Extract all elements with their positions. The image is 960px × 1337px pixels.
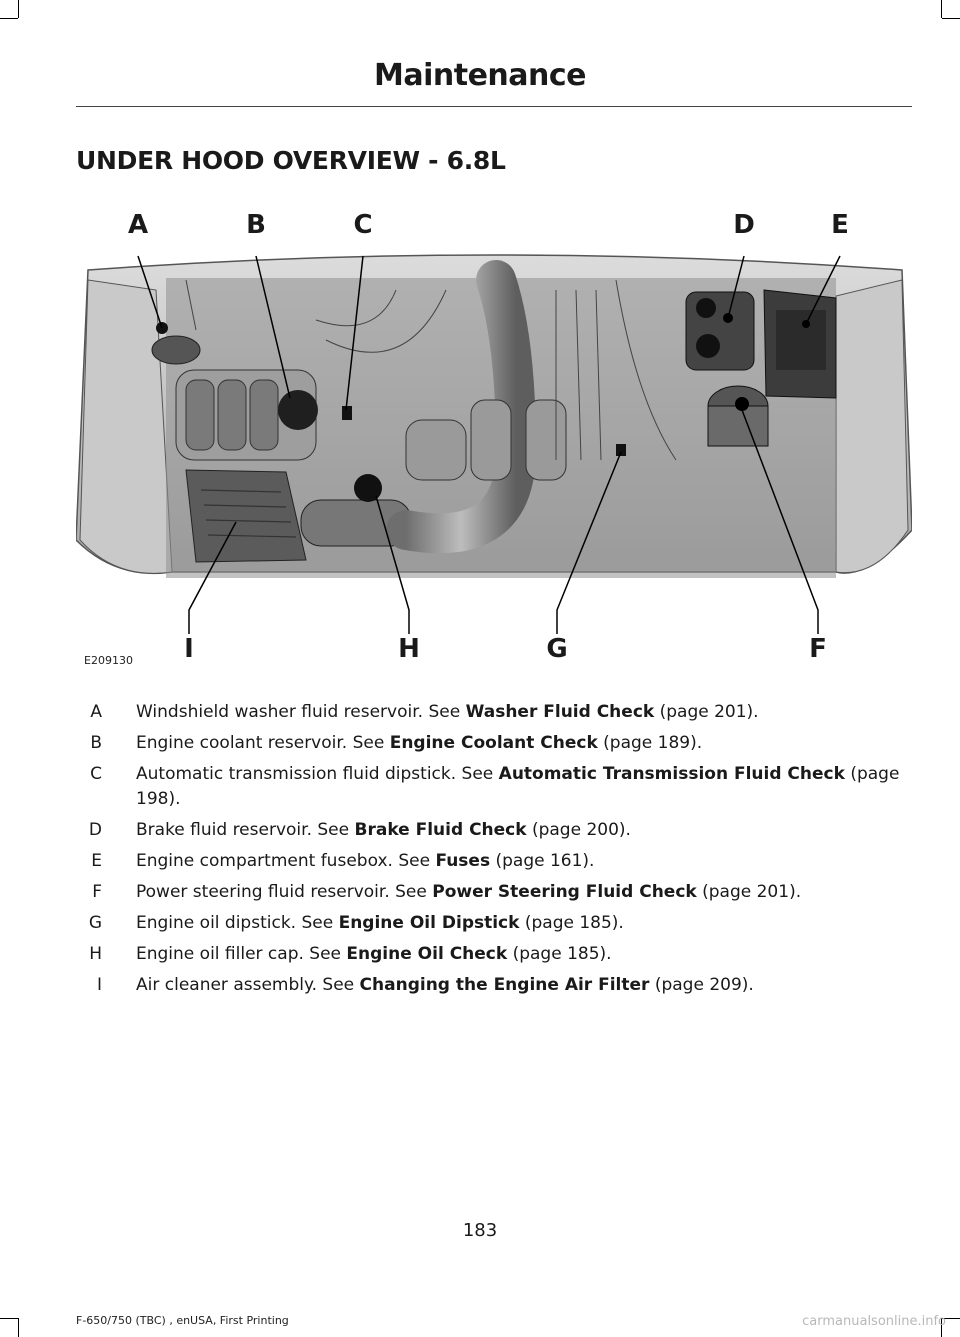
item-description: Engine oil dipstick. See — [136, 913, 339, 933]
page-number: 183 — [462, 1220, 498, 1241]
item-letter: H — [89, 944, 102, 964]
item-description: Air cleaner assembly. See — [136, 975, 360, 995]
callout-h: H — [398, 634, 420, 664]
item-page-ref: (page 201). — [654, 702, 759, 722]
item-letter: B — [90, 733, 102, 753]
item-reference-link[interactable]: Power Steering Fluid Check — [432, 882, 697, 902]
item-letter: F — [92, 882, 102, 902]
callout-c: C — [353, 210, 373, 240]
engine-bay-illustration — [76, 200, 912, 670]
item-page-ref: (page 185). — [507, 944, 612, 964]
list-item — [76, 849, 912, 874]
item-description: Engine coolant reservoir. See — [136, 733, 390, 753]
header-divider — [76, 106, 912, 107]
engine-bay-drawing — [76, 200, 912, 670]
item-reference-link[interactable]: Engine Oil Dipstick — [338, 913, 520, 933]
item-page-ref: (page 198). — [136, 764, 900, 809]
crop-mark — [0, 18, 18, 19]
item-letter: D — [88, 820, 102, 840]
component-list — [76, 700, 912, 1004]
callout-b: B — [246, 210, 266, 240]
list-item — [76, 942, 912, 967]
crop-mark — [941, 0, 942, 18]
page-title: Maintenance — [373, 58, 586, 93]
list-item — [76, 731, 912, 756]
crop-mark — [942, 18, 960, 19]
item-reference-link[interactable]: Fuses — [435, 851, 491, 871]
item-letter: A — [90, 702, 102, 722]
callout-g: G — [546, 634, 568, 664]
item-letter: E — [91, 851, 102, 871]
crop-mark — [18, 1318, 19, 1337]
item-description: Power steering fluid reservoir. See — [136, 882, 433, 902]
callout-i: I — [184, 634, 194, 664]
callout-f: F — [809, 634, 827, 664]
item-reference-link[interactable]: Changing the Engine Air Filter — [359, 975, 650, 995]
list-item — [76, 762, 912, 812]
item-letter: C — [90, 764, 102, 784]
item-reference-link[interactable]: Washer Fluid Check — [465, 702, 655, 722]
list-item — [76, 880, 912, 905]
item-description: Engine compartment fusebox. See — [136, 851, 436, 871]
item-page-ref: (page 185). — [519, 913, 624, 933]
item-letter: I — [96, 975, 102, 995]
item-page-ref: (page 201). — [696, 882, 802, 902]
watermark: carmanualsonline.info — [802, 1314, 946, 1329]
item-reference-link[interactable]: Engine Oil Check — [346, 944, 508, 964]
list-item — [76, 973, 912, 998]
item-page-ref: (page 209). — [649, 975, 754, 995]
item-page-ref: (page 200). — [526, 820, 631, 840]
crop-mark — [18, 0, 19, 18]
list-item — [76, 700, 912, 725]
item-description: Automatic transmission fluid dipstick. See — [136, 764, 499, 784]
item-reference-link[interactable]: Automatic Transmission Fluid Check — [498, 764, 845, 784]
item-letter: G — [88, 913, 102, 933]
item-description: Brake fluid reservoir. See — [136, 820, 355, 840]
item-page-ref: (page 161). — [490, 851, 595, 871]
callout-a: A — [127, 210, 149, 240]
figure-id: E209130 — [84, 654, 133, 667]
footer-edition: F-650/750 (TBC) , enUSA, First Printing — [76, 1314, 289, 1327]
item-reference-link[interactable]: Brake Fluid Check — [354, 820, 527, 840]
list-item — [76, 818, 912, 843]
crop-mark — [0, 1318, 18, 1319]
list-item — [76, 911, 912, 936]
callout-d: D — [733, 210, 755, 240]
item-reference-link[interactable]: Engine Coolant Check — [389, 733, 598, 753]
item-description: Windshield washer fluid reservoir. See — [136, 702, 466, 722]
section-title: UNDER HOOD OVERVIEW - 6.8L — [76, 146, 506, 175]
item-page-ref: (page 189). — [597, 733, 703, 753]
item-description: Engine oil filler cap. See — [136, 944, 347, 964]
callout-e: E — [831, 210, 849, 240]
